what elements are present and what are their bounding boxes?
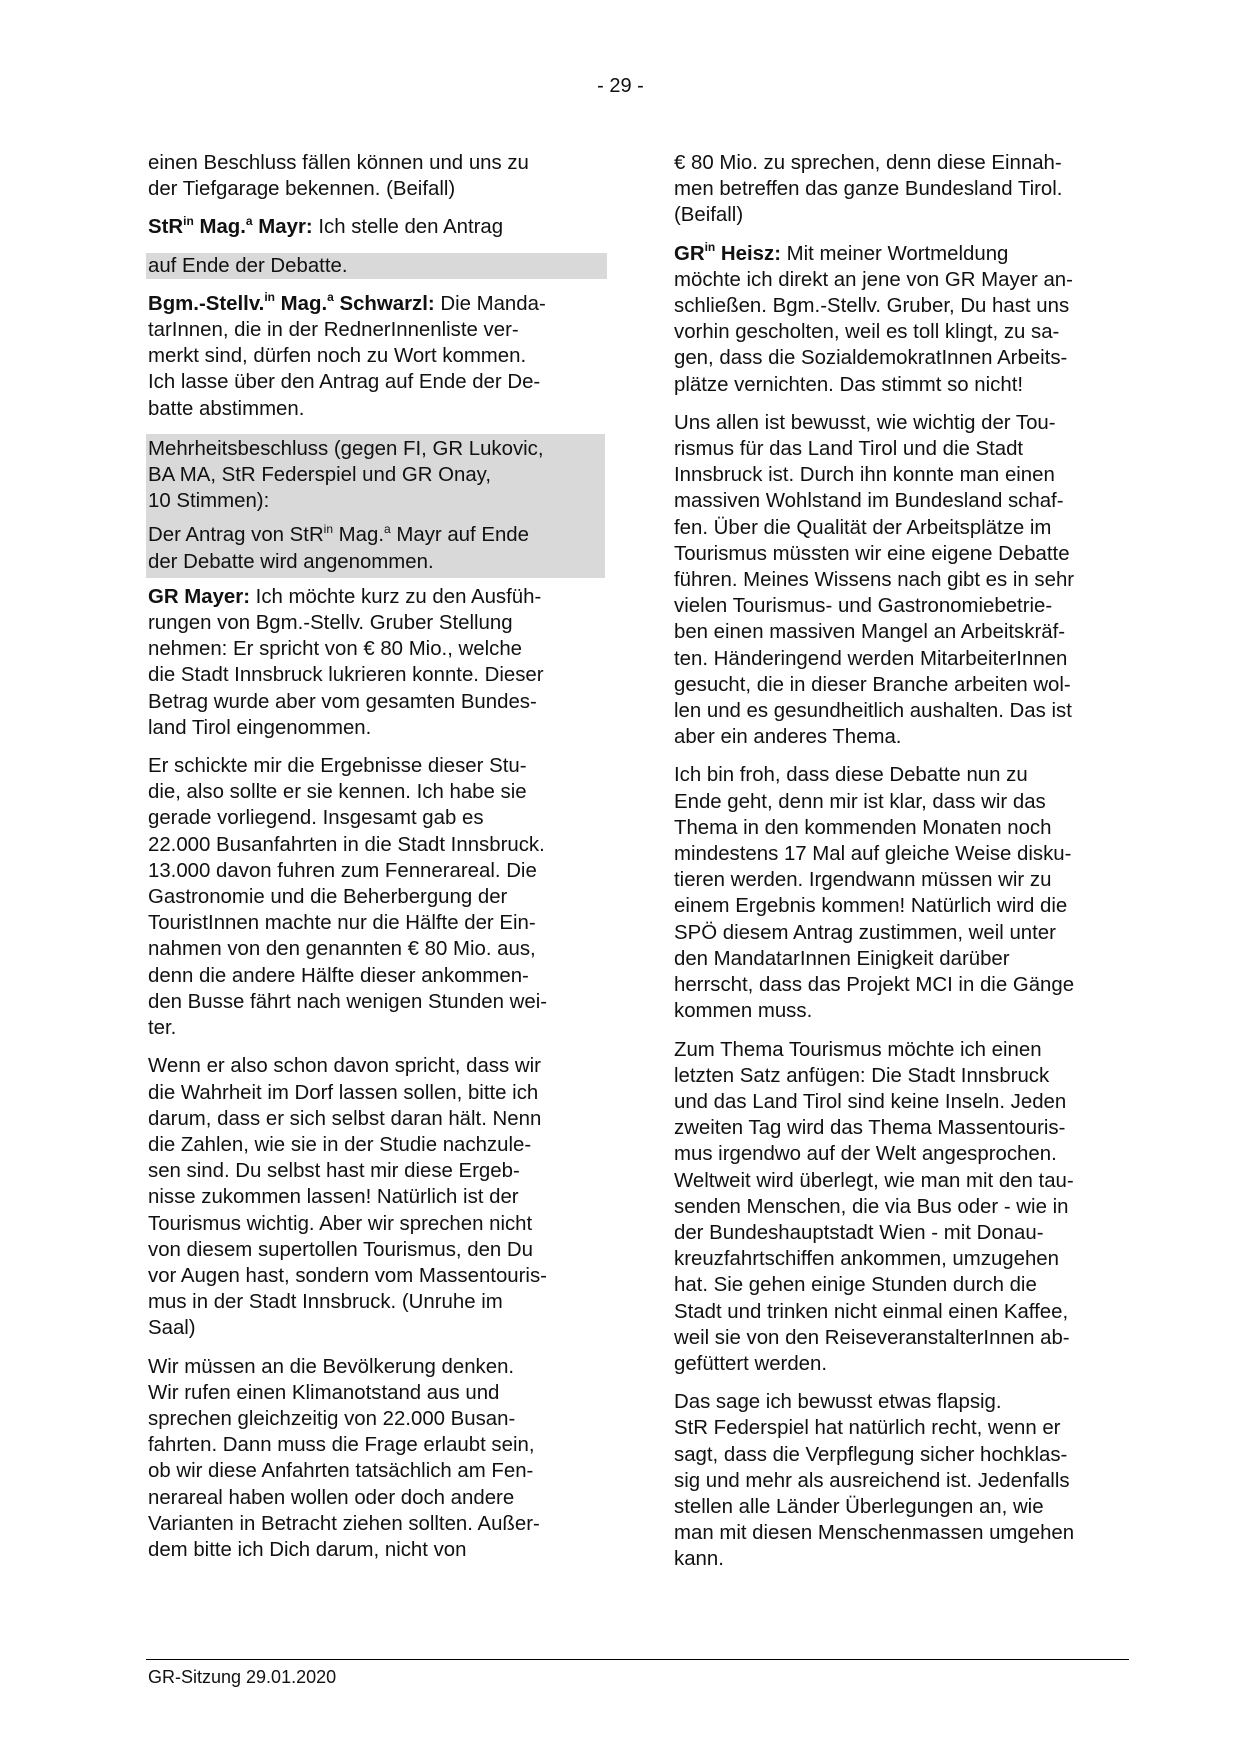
speech-text: Die Manda- tarInnen, die in der RednerInnenliste ver- merkt sind, dürfen noch zu Wort kommen. Ich lasse über den Antrag auf Ende der De- batte abstimmen. [148,292,546,420]
speaker-name: $GR^{in}$ Heisz: [674,239,781,265]
paragraph: Das sage ich bewusst etwas flapsig. StR Federspiel hat natürlich recht, wenn er sagt, dass die Verpflegung sicher hochklas- sig und mehr als ausreichend ist. Jedenfalls stellen alle Länder Überlegungen an, wie man mit diesen Menschenmassen umgehen kann. [674,1391,1075,1571]
paragraph: Ich bin froh, dass diese Debatte nun zu Ende geht, denn mir ist klar, dass wir das Thema in den kommenden Monaten noch mindestens 17 Mal auf gleiche Weise disku- tieren werden. Irgendwann müssen wir zu einem Ergebnis kommen! Natürlich wird die SPÖ diesem Antrag zustimmen, weil unter den MandatarInnen Einigkeit darüber herrscht, dass das Projekt MCI in die Gänge kommen muss. [674,764,1075,1023]
resolution-result: Der Antrag von StR$^{in}$ Mag.$^a$ Mayr auf Ende der Debatte wird angenommen. [148,521,529,573]
footer-session-date: GR-Sitzung 29.01.2020 [148,1667,337,1687]
speaker-name: GR Mayer: [148,585,250,608]
speaker-paragraph-schwarzl [148,291,601,422]
page-number: - 29 - [597,75,644,97]
right-column [674,150,1129,1585]
footer-divider [146,1659,1129,1660]
paragraph: Wir müssen an die Bevölkerung denken. Wir rufen einen Klimanotstand aus und sprechen gleichzeitig von 22.000 Busan- fahrten. Dann muss die Frage erlaubt sein, ob wir diese Anfahrten tatsächlich am Fen- nerareal haben wollen oder doch andere Varianten in Betracht ziehen sollten. Außer- dem bitte ich Dich darum, nicht von [148,1355,540,1561]
speaker-paragraph-mayer [148,584,601,741]
speaker-paragraph-mayr [148,214,601,240]
resolution-vote: Mehrheitsbeschluss (gegen FI, GR Lukovic, BA MA, StR Federspiel und GR Onay, 10 Stimmen): [148,437,544,513]
paragraph: Wenn er also schon davon spricht, dass wir die Wahrheit im Dorf lassen sollen, bitte ich darum, dass er sich selbst daran hält. Nenn die Zahlen, wie sie in der Studie nachzule- sen sind. Du selbst hast mir diese Ergeb- nisse zukommen lassen! Natürlich ist der Tourismus wichtig. Aber wir sprechen nicht von diesem supertollen Tourismus, den Du vor Augen hast, sondern vom Massentouris- mus in der Stadt Innsbruck. (Unruhe im Saal) [148,1055,547,1340]
paragraph: Zum Thema Tourismus möchte ich einen letzten Satz anfügen: Die Stadt Innsbruck und das Land Tirol sind keine Inseln. Jeden zweiten Tag wird das Thema Massentouris- mus irgendwo auf der Welt angesprochen. Weltweit wird überlegt, wie man mit den tau- senden Menschen, die via Bus oder - wie in der Bundeshauptstadt Wien - mit Donau- kreuzfahrtschiffen ankommen, umzugehen hat. Sie gehen einige Stunden durch die Stadt und trinken nicht einmal einen Kaffee, weil sie von den ReiseveranstalterInnen ab- gefüttert werden. [674,1038,1074,1375]
paragraph: Er schickte mir die Ergebnisse dieser Stu- die, also sollte er sie kennen. Ich habe sie gerade vorliegend. Insgesamt gab es 22.000 Busanfahrten in die Stadt Innsbruck. 13.000 davon fuhren zum Fennerareal. Die Gastronomie und die Beherbergung der TouristInnen machte nur die Hälfte der Ein- nahmen von den genannten € 80 Mio. aus, denn die andere Hälfte dieser ankommen- den Busse fährt nach wenigen Stunden wei- ter. [148,755,548,1040]
speaker-paragraph-heisz [674,241,1129,398]
speaker-name: StR$^{in}$ Mag.$^a$ Mayr: [148,213,313,239]
motion-highlight: auf Ende der Debatte. [146,253,607,279]
speech-text: Ich möchte kurz zu den Ausfüh- rungen von Bgm.-Stellv. Gruber Stellung nehmen: Er spricht von € 80 Mio., welche die Stadt Innsbruck lukrieren konnte. Dieser Betrag wurde aber vom gesamten Bundes- land Tirol eingenommen. [148,585,544,739]
speech-text: Mit meiner Wortmeldung möchte ich direkt an jene von GR Mayer an- schließen. Bgm.-Stellv. Gruber, Du hast uns vorhin gescholten, weil es toll klingt, zu sa- gen, dass die SozialdemokratInnen Arbeits- plätze vernichten. Das stimmt so nicht! [674,242,1073,396]
paragraph: einen Beschluss fällen können und uns zu der Tiefgarage bekennen. (Beifall) [148,152,529,201]
left-column [148,150,601,1575]
paragraph: Uns allen ist bewusst, wie wichtig der Tou- rismus für das Land Tirol und die Stadt Innsbruck ist. Durch ihn konnte man einen massiven Wohlstand im Bundesland schaf- fen. Über die Qualität der Arbeitsplätze im Tourismus müssten wir eine eigene Debatte führen. Meines Wissens nach gibt es in sehr vielen Tourismus- und Gastronomiebetrie- ben einen massiven Mangel an Arbeitskräf- ten. Händeringend werden MitarbeiterInnen gesucht, die in dieser Branche arbeiten wol- len und es gesundheitlich aushalten. Das ist aber ein anderes Thema. [674,411,1075,749]
paragraph: € 80 Mio. zu sprechen, denn diese Einnah- men betreffen das ganze Bundesland Tirol. (Beifall) [674,152,1063,227]
speech-text: Ich stelle den Antrag [312,216,504,239]
resolution-box [146,434,605,578]
speaker-name: Bgm.-Stellv.$^{in}$ Mag.$^a$ Schwarzl: [148,290,435,315]
